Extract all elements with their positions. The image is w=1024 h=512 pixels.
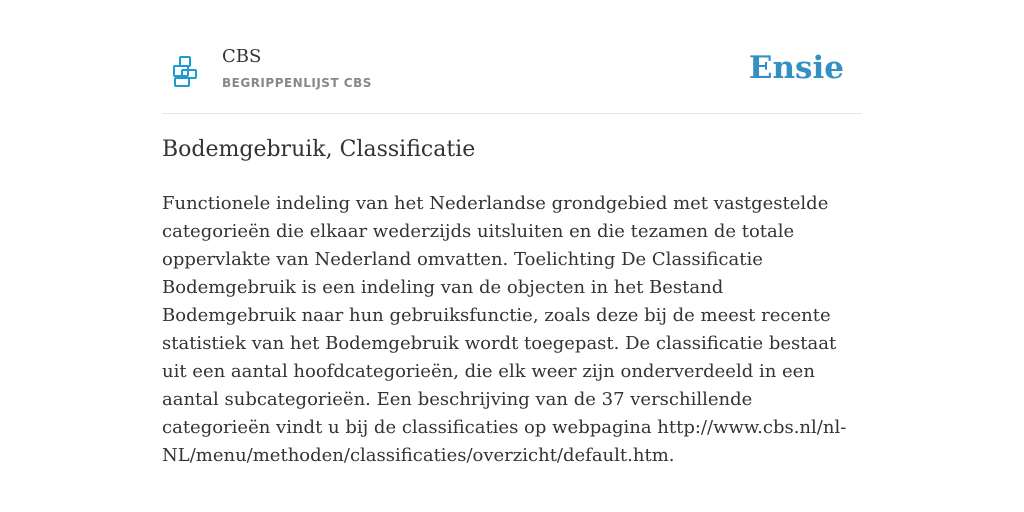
term-definition: Functionele indeling van het Nederlandse grondgebied met vastgestelde categorieën die elkaar wederzijds uitsluiten en die tezamen de totale oppervlakte van Nederland omvatten. Toelichting De Classificatie Bodemgebruik is een indeling van de objecten in het Bestand Bodemgebruik naar hun gebruiksfunctie, zoals deze bij de meest recente statistiek van het Bodemgebruik wordt toegepast. De classificatie bestaat uit een aantal hoofdcategorieën, die elk weer zijn onderverdeeld in een aantal subcategorieën. Een beschrijving van de 37 verschillende categorieën vindt u bij de classificaties op webpagina http://www.cbs.nl/nl- NL/menu/methoden/classificaties/overzicht/default.htm. (162, 193, 847, 466)
cbs-logo-icon[interactable] (172, 56, 200, 88)
term-title: Bodemgebruik, Classificatie (162, 137, 476, 162)
header (162, 36, 862, 114)
source-title[interactable]: CBS (222, 46, 262, 67)
source-subtitle[interactable]: BEGRIPPENLIJST CBS (222, 76, 372, 90)
brand-logo[interactable]: Ensie (748, 50, 844, 86)
